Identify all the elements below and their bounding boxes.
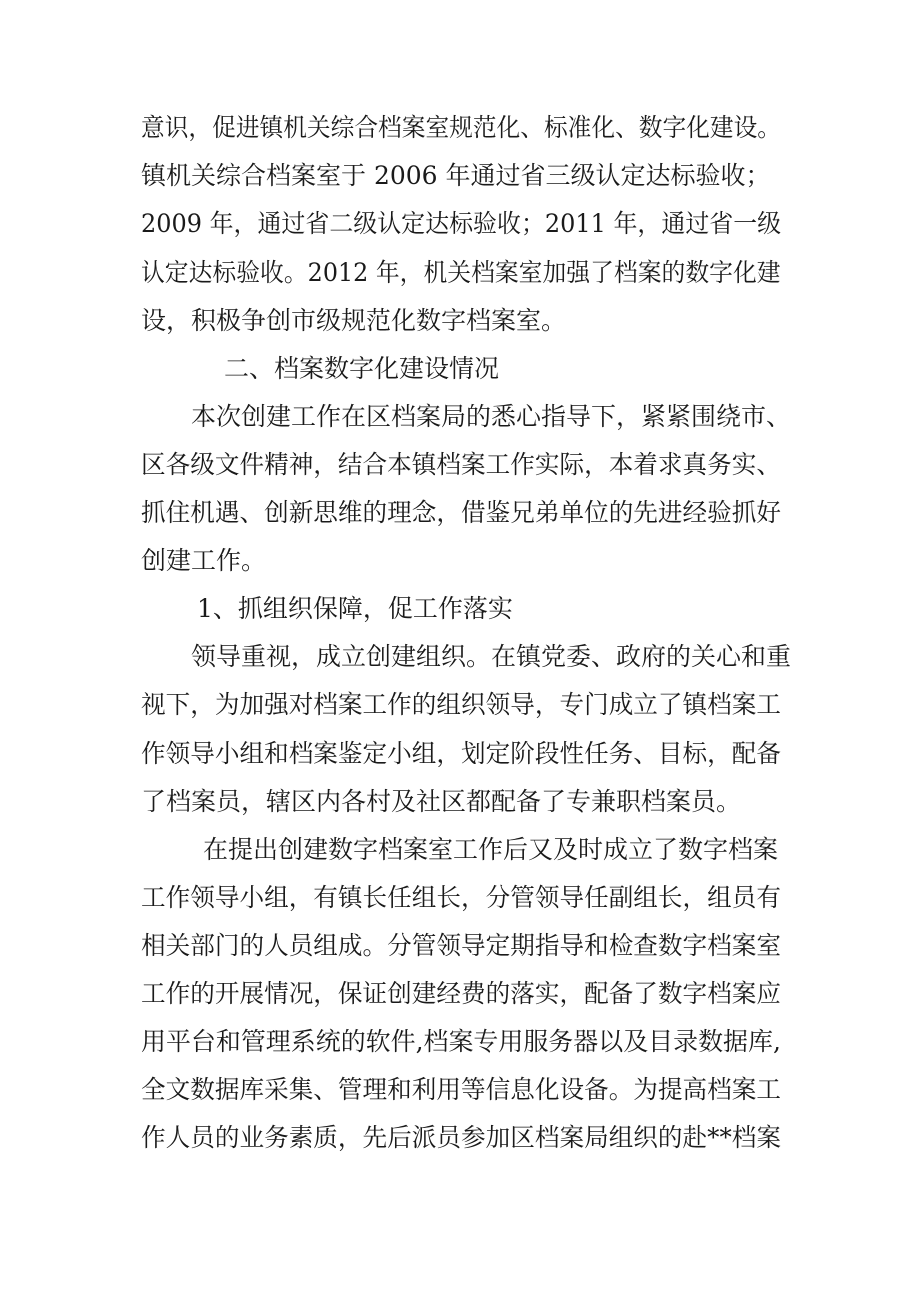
text-line: 工作的开展情况，保证创建经费的落实，配备了数字档案应 [141, 979, 782, 1008]
section-heading: 二、档案数字化建设情况 [224, 354, 500, 383]
text-line: 镇机关综合档案室于 2006 年通过省三级认定达标验收； [141, 161, 771, 190]
text-line: 在提出创建数字档案室工作后又及时成立了数字档案 [203, 835, 779, 864]
text-line: 抓住机遇、创新思维的理念，借鉴兄弟单位的先进经验抓好 [141, 498, 782, 527]
text-line: 全文数据库采集、管理和利用等信息化设备。为提高档案工 [141, 1075, 782, 1104]
text-line: 作人员的业务素质，先后派员参加区档案局组织的赴**档案 [141, 1123, 782, 1152]
text-line: 本次创建工作在区档案局的悉心指导下，紧紧围绕市、 [191, 402, 792, 431]
text-line: 视下，为加强对档案工作的组织领导，专门成立了镇档案工 [141, 690, 782, 719]
text-line: 用平台和管理系统的软件,档案专用服务器以及目录数据库, [141, 1027, 781, 1056]
text-line: 认定达标验收。2012 年，机关档案室加强了档案的数字化建 [141, 258, 781, 287]
text-line: 工作领导小组，有镇长任组长，分管领导任副组长，组员有 [141, 883, 782, 912]
text-line: 意识，促进镇机关综合档案室规范化、标准化、数字化建设。 [141, 113, 782, 142]
text-line: 设，积极争创市级规范化数字档案室。 [141, 306, 567, 335]
subsection-heading: 1、抓组织保障，促工作落实 [197, 594, 513, 623]
text-line: 领导重视，成立创建组织。在镇党委、政府的关心和重 [191, 642, 792, 671]
text-line: 区各级文件精神，结合本镇档案工作实际，本着求真务实、 [141, 450, 782, 479]
text-line: 作领导小组和档案鉴定小组，划定阶段性任务、目标，配备 [141, 739, 782, 768]
text-line: 创建工作。 [141, 546, 267, 575]
text-line: 相关部门的人员组成。分管领导定期指导和检查数字档案室 [141, 931, 782, 960]
text-line: 了档案员，辖区内各村及社区都配备了专兼职档案员。 [141, 787, 742, 816]
text-line: 2009 年，通过省二级认定达标验收；2011 年，通过省一级 [141, 209, 782, 238]
